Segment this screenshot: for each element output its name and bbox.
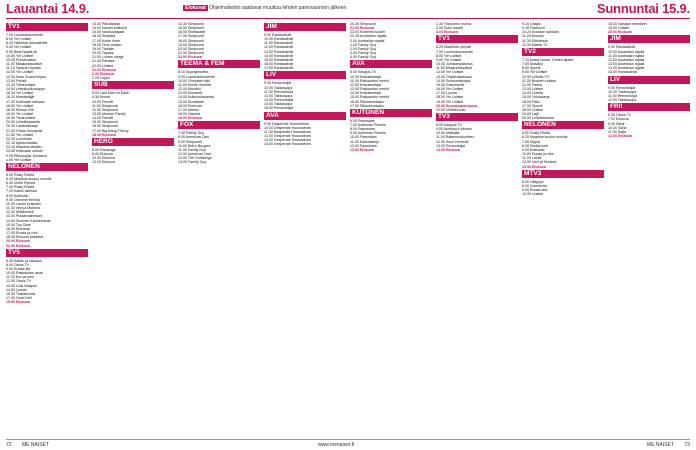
program-listing: 6.00 Ostos-TV (608, 113, 632, 118)
program-listing: 7.00 Elokuva (608, 117, 629, 122)
channel-heading: FRII (608, 103, 690, 111)
program-listing: 12.00 Desperate Housewives (264, 133, 311, 138)
program-listing: 6.00 Rusty Rivets (522, 131, 551, 136)
program-listing: 21.00 Elokuva (350, 26, 374, 31)
program-listing: 3.00 Elokuva (436, 30, 458, 35)
program-listing: 8.10 Suprajohdetta (178, 70, 209, 75)
channel-heading: NELONEN (522, 121, 604, 129)
program-listing: 11.00 Maakuntauutiset (6, 62, 43, 67)
program-listing: 19.30 Tiedeuutiset (6, 116, 36, 121)
channel-heading: TV2 (522, 48, 604, 56)
program-listing: 18.00 Vanajan merkkeet (608, 22, 647, 26)
disclaimer-note: Ohjelmatiedot saattavat muuttua lehden painovuoroon jälkeen. (209, 5, 348, 11)
program-listing: 6.30 Kauhu ja rakkaus (6, 258, 42, 263)
program-listing: 16.00 Elokuvat (178, 103, 202, 108)
program-listing: 18.30 Elossa 24h (6, 107, 34, 112)
program-listing: 12.00 Elokuva (608, 133, 632, 138)
program-listing: 11.00 Kakkosketju (350, 139, 380, 144)
program-listing: 10.00 Talokauppa (608, 89, 637, 94)
program-listing: 21.00 Gösta Sundqvist (6, 128, 43, 133)
program-listing: 17.00 Ruoka ja viini (6, 231, 38, 236)
program-listing: 7.00 Family Guy (178, 131, 205, 136)
program-listing: 18.00 Yle Uutiset (6, 103, 34, 108)
program-listing: 12.00 Musiikki (178, 87, 201, 92)
program-listing: 12.00 Simpsonit (92, 107, 118, 112)
program-listing: 9.00 American Pickers (350, 131, 386, 136)
program-listing: 17.00 Simpsonit (178, 34, 204, 39)
program-listing: 7.00 Myyrä (522, 139, 540, 144)
program-listing: 11.00 Rakennuskohteet (436, 135, 474, 140)
program-listing: 10.00 Talokauppa (264, 85, 293, 90)
program-listing: 9.05 Beat Naatis.fin (6, 49, 38, 54)
program-listing: 23.55 Kotimaan uutiset (6, 149, 43, 154)
program-listing: 7.25 Kaikki aseissa (6, 189, 37, 194)
program-listing: 22.00 Uutiset (92, 63, 114, 68)
program-listing: 9.00 Kotikokki (522, 147, 545, 152)
program-listing: 8.03 Historian alkuvaiheet (6, 41, 48, 46)
program-listing: 15.00 Simpsonit (92, 120, 118, 125)
program-listing: 14.30 Simpsonit (178, 22, 204, 26)
program-listing: 8.00 Pawnstars (350, 127, 375, 132)
program-listing: 14.00 Elokuva (436, 147, 460, 152)
program-listing: 17.00 Big Bang Theory (92, 128, 129, 133)
program-listing: 14.00 Kotirakentaja (350, 91, 381, 96)
program-listing: 16.00 Simpsonit (92, 124, 118, 129)
program-listing: 8.00 Yle Uutiset (6, 37, 32, 42)
magazine-name-left: ME NAISET (22, 442, 49, 448)
program-listing: 0.00 Australian rajalla (350, 38, 385, 43)
program-listing: 16.00 Pallo (522, 99, 540, 104)
program-listing: 10.00 Jumalanpalvelus (436, 62, 473, 67)
program-listing: 14.00 Urheilu (522, 91, 544, 96)
program-listing: 15.00 Ykkössarja (522, 95, 550, 100)
program-listing: 21.50 Yle Uutiset (6, 132, 34, 137)
program-listing: 12.00 Pasila (522, 82, 542, 87)
program-listing: 21.40 Parasta (92, 59, 115, 64)
program-listing: 21.00 Simpsonit (178, 51, 204, 56)
program-listing: 15.00 Rantavahdit (264, 57, 294, 62)
channel-heading: NELONEN (6, 163, 88, 171)
program-listing: 6.00 Pawnstars (350, 118, 375, 123)
program-listing: 13.00 Rantavahdit (264, 49, 294, 54)
page-number-right: 73 (684, 442, 690, 448)
program-listing: 11.30 Eläinkoulu (522, 38, 549, 43)
program-listing: 13.00 Remontoijat (436, 143, 466, 148)
footer-divider (6, 439, 690, 440)
program-listing: 12.00 Mökkivinkit (6, 210, 34, 215)
program-listing: 13.00 Poliisit (6, 78, 27, 83)
program-listing: 19.00 Yle Uutiset (436, 99, 464, 104)
program-listing: 1.00 Yle Uutiset (6, 157, 32, 162)
program-listing: 2.00 Suuri saaliä (436, 26, 463, 31)
program-listing: 11.00 Nuorten uutiset (522, 78, 557, 83)
program-listing: 7.00 Luontodokumentti (436, 49, 473, 54)
program-listing: 16.10 Metsästäjät (6, 95, 35, 100)
program-listing: 11.00 Sarja (608, 129, 627, 134)
program-listing: 12.00 Ostos-TV (6, 279, 32, 284)
program-listing: 8.00 Ostos-TV (6, 262, 30, 267)
program-listing: 18.00 Elokuva (92, 132, 116, 137)
program-listing: 12.00 Yle Uutiset (6, 70, 34, 75)
program-listing: 13.00 Uutiset (522, 87, 544, 92)
program-listing: 8.00 American Dad (178, 135, 209, 140)
program-listing: 10.00 Pawnstars (350, 135, 377, 140)
program-listing: 20.40 Simpsonit (350, 22, 376, 26)
program-listing: 19.00 Elokuva (178, 116, 202, 121)
program-listing: 16.25 Sisärata (92, 34, 116, 39)
channel-heading: KUTONEN (350, 109, 432, 117)
program-listing: 9.00 Luontodokumentti (178, 74, 215, 79)
column-8 (608, 22, 690, 436)
program-listing: 2.20 Loppu (92, 76, 110, 81)
website: www.menaiset.fi (318, 442, 355, 448)
program-listing: 17.00 Arkisto (178, 107, 199, 112)
program-listing: 14.00 Frendit (92, 116, 114, 121)
program-listing: 22.15 Ajankohtaista (6, 141, 38, 146)
program-listing: 11.00 Rantavahdit (264, 41, 293, 46)
date-left: Lauantai 14.9. (6, 1, 90, 16)
program-listing: 17.00 Kodin ihme (92, 38, 120, 43)
program-listing: 9.00 Ruoka-arki (522, 188, 548, 192)
program-listing: 6.25 Maailman ympäri (436, 45, 472, 50)
program-listing: 19.00 Yle Uutiset (6, 111, 34, 116)
program-listing: 12.00 Rantavahdit (264, 45, 294, 50)
program-listing: 11.00 Remontoijat (264, 89, 293, 94)
listing-columns (6, 22, 690, 436)
program-listing: 15.00 Kuvataide (178, 99, 204, 104)
program-listing: 12.05 Koko Suomi leipoo (6, 74, 46, 79)
program-listing: 22.00 Luontoilta (6, 136, 32, 141)
program-listing: 9.00 Anthony's kitchen (436, 127, 472, 132)
program-listing: 19.00 Uutiset (608, 26, 630, 31)
program-listing: 10.00 Kotirakentaja (350, 74, 381, 79)
program-listing: 6.00 Rusty Rivets (6, 172, 35, 177)
program-listing: 18.00 Historia (178, 111, 201, 116)
channel-heading: TV5 (6, 249, 88, 257)
program-listing: 16.00 Yle Uutiset (6, 91, 34, 96)
program-listing: 18.00 Simpsonit (178, 38, 204, 43)
program-listing: 13.00 The Goldbergs (178, 156, 212, 161)
program-listing: 1.00 Family Guy (350, 42, 377, 47)
program-listing: 19.00 Lajit (522, 111, 539, 116)
program-listing: 6.00 Hälyytys (522, 179, 544, 184)
program-listing: 8.00 Sportti (522, 66, 541, 71)
header-divider (6, 18, 690, 19)
program-listing: 8.00 Yle Uutiset (436, 53, 462, 58)
program-listing: 6.00 Rampage (92, 147, 116, 152)
channel-heading: JIM (608, 35, 690, 43)
program-listing: 13.00 Remontoijat (264, 98, 294, 103)
program-listing: 11.00 Australian rajalla (608, 53, 645, 58)
program-listing: 23.30 Australian rajalla (350, 34, 387, 39)
program-listing: 0.20 Elokuva (92, 71, 114, 76)
program-listing: 10.20 Kuulaan sankarit (522, 30, 559, 35)
program-listing: 10.00 Sarja (608, 125, 627, 130)
program-listing: 17.00 Hotel Hell (6, 296, 32, 301)
program-listing: 13.00 Desperate Housewives (264, 138, 311, 143)
program-listing: 10.05 Puutarhakuu (6, 57, 37, 62)
column-6 (436, 22, 518, 436)
program-listing: 14.00 Australian rajalla (608, 66, 645, 71)
program-listing: 9.00 Yle Uutiset (436, 57, 462, 62)
channel-heading: LIV (264, 71, 346, 79)
program-listing: 15.00 Top Gear (6, 222, 31, 227)
program-listing: 9.00 Desperate Housewives (264, 121, 309, 126)
program-listing: 20.00 Tapaus (92, 51, 114, 56)
program-listing: 18.00 Yle Uutiset (436, 95, 464, 100)
program-listing: 14.00 Family Guy (178, 160, 207, 165)
program-listing: 7.00 Luontodokumentti (6, 33, 43, 37)
program-listing: 9.00 Remontoijat (264, 81, 292, 86)
program-listing: 10.00 Desperate Housewives (264, 125, 311, 130)
column-1 (6, 22, 88, 436)
program-listing: 13.00 Elokuva (522, 164, 546, 169)
program-listing: 11.00 Lähiöt (522, 156, 542, 161)
program-listing: 10.00 Australian rajalla (608, 49, 645, 54)
channel-heading: TV3 (436, 113, 518, 121)
program-listing: 19.00 Simpsonit (178, 42, 204, 47)
program-listing: 12.00 Talokauppa (608, 98, 637, 103)
program-listing: 18.00 Elokuva kesässä (6, 235, 43, 240)
program-listing: 20.00 Elokuva (6, 239, 30, 244)
program-listing: 13.00 Elokuva (350, 147, 374, 152)
program-listing: 6.40 Vintiö Ryhmä (6, 181, 36, 186)
program-listing: 10.00 Uutiset (522, 192, 544, 197)
channel-heading: AVA (264, 112, 346, 120)
program-listing: 18.00 Teho-osasto (92, 42, 122, 47)
program-listing: 10.00 Ylimysten laki (178, 78, 210, 83)
program-listing: 7.00 Rusty Rivets (6, 185, 35, 190)
program-listing: 9.00 Last Man on Earth (92, 91, 130, 96)
program-listing: 9.00 Olemme ihmisiä (6, 197, 40, 202)
program-listing: 9.00 Sarja (608, 121, 625, 126)
page-header (0, 0, 696, 20)
program-listing: 0.05 Rikossarja: Kuutamo (6, 153, 48, 158)
program-listing: 16.00 Elokuvat (6, 226, 30, 231)
channel-heading: AVA (350, 60, 432, 68)
program-listing: 13.00 Puutarhaihmiset (6, 214, 42, 219)
program-listing: 13.00 Konsertti (178, 91, 203, 96)
program-listing: 6.25 Maailma kuuluu minulle (522, 135, 568, 140)
program-listing: 4.00 Family Guy (350, 55, 377, 60)
channel-heading: MTV3 (522, 170, 604, 178)
program-listing: 13.00 Rakkauden merkit (350, 87, 389, 92)
program-listing: 14.00 Luonto (6, 287, 27, 292)
program-listing: 18.00 Uutiset (522, 107, 544, 112)
program-listing: 12.00 Kotirakentaja (350, 82, 381, 87)
program-listing: 9.30 Kissat (92, 95, 110, 100)
program-listing: 7.00 American Pickers (350, 122, 386, 127)
program-listing: 15.00 Simpsonit (178, 26, 204, 31)
channel-heading: FOX (178, 121, 260, 129)
column-7 (522, 22, 604, 436)
program-listing: 13.00 Modern Family (92, 111, 126, 116)
program-listing: 12.00 Matka-TV (522, 42, 548, 47)
program-listing: 6.25 Maailma kuuluu minulle (6, 177, 52, 181)
program-listing: 14.00 Desperate Housewives (264, 142, 311, 147)
program-listing: 21.00 Linnan vangit (92, 55, 124, 60)
column-4 (264, 22, 346, 436)
category-tag: Elokuvat (185, 5, 206, 11)
channel-heading: TV1 (6, 23, 88, 31)
program-listing: 11.00 Remontoijat (608, 93, 637, 98)
program-listing: 17.00 Luonto (436, 91, 457, 96)
program-listing: 11.10 Tapaus Hautala (6, 66, 41, 71)
program-listing: 14.00 Urheiluviikonloppu (6, 87, 46, 92)
column-2 (92, 22, 174, 436)
program-listing: 7.55 Musiikki (522, 62, 543, 67)
program-listing: 9.00 Remontoijat (608, 85, 636, 90)
program-listing: 15.00 Rantavahdit (608, 70, 638, 75)
program-listing: 10.00 Bob's Burgers (178, 143, 211, 148)
program-listing: 8.00 Elokuva (92, 152, 113, 157)
program-listing: 7.10 Avara luonto: Onnen lapset (522, 57, 574, 62)
program-listing: 19.00 Tänään (92, 46, 115, 51)
program-listing: 17.00 Sportti (522, 103, 543, 108)
program-listing: 13.00 Ohjelmakatsaus (436, 74, 472, 79)
channel-heading: HERO (92, 138, 174, 146)
program-listing: 15.00 Rakkauden merkit (350, 95, 389, 100)
program-listing: 22.00 Elokuva (178, 55, 202, 60)
program-listing: 12.00 Pawnstars (350, 143, 377, 148)
program-listing: 13.30 Tiedeuutiset (6, 82, 36, 87)
program-listing: 22.20 Elokuva (92, 67, 116, 72)
program-listing: 8.00 Puutarhurit (522, 143, 548, 148)
program-listing: 10.00 Ruoka ja viini (522, 152, 554, 157)
program-listing: 17.00 Rikoskomisario (350, 103, 385, 108)
program-listing: 12.00 Talokauppa (264, 93, 293, 98)
program-listing: 2.00 Family Guy (350, 46, 377, 51)
program-listing: 13.00 Australian rajalla (608, 62, 645, 67)
program-listing: 15.00 Tositarinoita (6, 291, 36, 296)
program-listing: 11.00 Muumit (522, 34, 544, 39)
program-listing: 22.00 Urheiluruutu (436, 107, 466, 112)
program-listing: 9.00 Ruoka-ilta (6, 266, 31, 271)
program-listing: 16.00 Rikoskomisario (350, 99, 385, 104)
program-listing: 11.00 Rakkauden merkit (350, 78, 389, 83)
program-listing: 9.00 Rantavahdit (264, 33, 292, 37)
program-listing: 1.30 Yöpuhelin murha (436, 22, 472, 26)
column-3 (178, 22, 260, 436)
program-listing: 19.00 Elokuva (6, 300, 30, 305)
program-listing: 20.30 Lauantaisarja (6, 124, 38, 129)
program-listing: 14.00 Rantavahdit (264, 53, 294, 58)
program-listing: 13.00 Uusi Naapuri (6, 283, 37, 288)
magazine-name-right: ME NAISET (647, 442, 674, 448)
program-listing: 12.00 Elokuva (92, 160, 115, 165)
channel-heading: JIM (264, 23, 346, 31)
column-5 (350, 22, 432, 436)
program-listing: 14.00 Suomen Kauneimmat (6, 218, 51, 223)
program-listing: 9.00 Simpsonit (178, 139, 202, 144)
program-listing: 15.00 Nuoret kotikokit (92, 26, 127, 31)
program-listing: 6.00 Kauppa-TV (350, 70, 377, 75)
program-listing: 10.00 Frendit (92, 99, 114, 104)
program-listing: 15.00 Remontoijat (264, 106, 294, 111)
program-listing: 16.00 Valokuvaajaat (92, 30, 125, 35)
program-listing: 8.00 Kotikokki (6, 193, 29, 198)
program-listing: 11.00 Family Guy (178, 147, 206, 152)
channel-heading: TV1 (436, 35, 518, 43)
date-right: Sunnuntai 15.9. (596, 1, 690, 16)
program-listing: 11.00 Kolme ihmettä (178, 82, 211, 87)
program-listing: 9.00 Yle Uutiset (522, 70, 548, 75)
program-listing: 10.00 Laurin kotikokki (6, 201, 41, 206)
program-listing: 10.00 Elokuva (92, 156, 115, 161)
program-listing: 11.00 Maakuntauutiset (436, 66, 473, 71)
program-listing: 16.00 Rantavahti (178, 30, 206, 35)
program-listing: 10.00 Yle Uutiset (6, 53, 34, 58)
program-listing: 17.00 Rantavahdit (264, 66, 294, 71)
program-listing: 14.00 Kulttuurilauantai (178, 95, 214, 100)
program-listing: 17.00 Kotimaan katsaus (6, 99, 45, 104)
program-listing: 11.00 Simpsonit (92, 103, 118, 108)
program-listing: 12.00 American Dad (178, 152, 211, 157)
program-listing: 23.00 Kummelivuodet (350, 30, 385, 35)
program-listing: 9.45 Pokemon (522, 26, 546, 31)
channel-heading: SUB (92, 81, 174, 89)
program-listing: 11.00 Kuu ja meri (6, 275, 34, 280)
program-listing: 12.00 Suuri remontti (436, 139, 469, 144)
program-listing: 22.00 Elokuva (6, 243, 30, 248)
program-listing: 6.00 Kauppa-TV (436, 122, 463, 127)
program-listing: 14.00 Talokauppa (264, 102, 293, 107)
program-listing: 9.00 Yle Uutiset (6, 45, 32, 50)
channel-heading: TEEMA & FEM (178, 60, 260, 68)
program-listing: 9.00 Rantavahdit (608, 45, 636, 50)
program-listing: 12.00 Australian rajalla (608, 57, 645, 62)
program-listing: 15.00 Dokumentti (436, 82, 465, 87)
channel-heading: LIV (608, 76, 690, 84)
program-listing: 16.00 Rantavahdit (264, 62, 294, 67)
program-listing: 10.00 Rantavahdit (264, 37, 294, 42)
program-listing: 11.00 Desperate Housewives (264, 129, 311, 134)
program-listing: 14.40 Päivälaatat (92, 22, 120, 26)
program-listing: 20.00 Urheilukooste (522, 116, 554, 121)
program-listing: 20.00 Sunnuntaielokuva (436, 103, 477, 108)
program-listing: 10.00 Rakkauden asiat (6, 271, 43, 276)
program-listing: 20.00 Elokuva (608, 30, 632, 35)
program-listing: 16.00 Yle Uutiset (436, 87, 464, 92)
page-footer (0, 438, 696, 450)
program-listing: 3.00 Family Guy (350, 51, 377, 56)
program-listing: 11.00 Vesi ja Muhkea (6, 206, 41, 211)
program-listing: 10.00 Matkalla (436, 131, 460, 136)
program-listing: 20.00 Urheilulauantai (6, 120, 40, 125)
program-listing: 12.00 Yle Uutiset (436, 70, 464, 75)
program-listing: 8.00 Huomenta (522, 183, 547, 188)
program-listing: 9.15 Oraglo (522, 22, 541, 26)
program-listing: 12.00 Vesi ja Muhkea (522, 160, 557, 165)
program-listing: 20.00 Simpsonit (178, 46, 204, 51)
page-number-left: 72 (6, 442, 12, 448)
program-listing: 23.10 Maailma tänään (6, 145, 42, 150)
program-listing: 14.00 Sunnuntaisarja (436, 78, 470, 83)
program-listing: 10.00 Urheilu-TV (522, 74, 550, 79)
